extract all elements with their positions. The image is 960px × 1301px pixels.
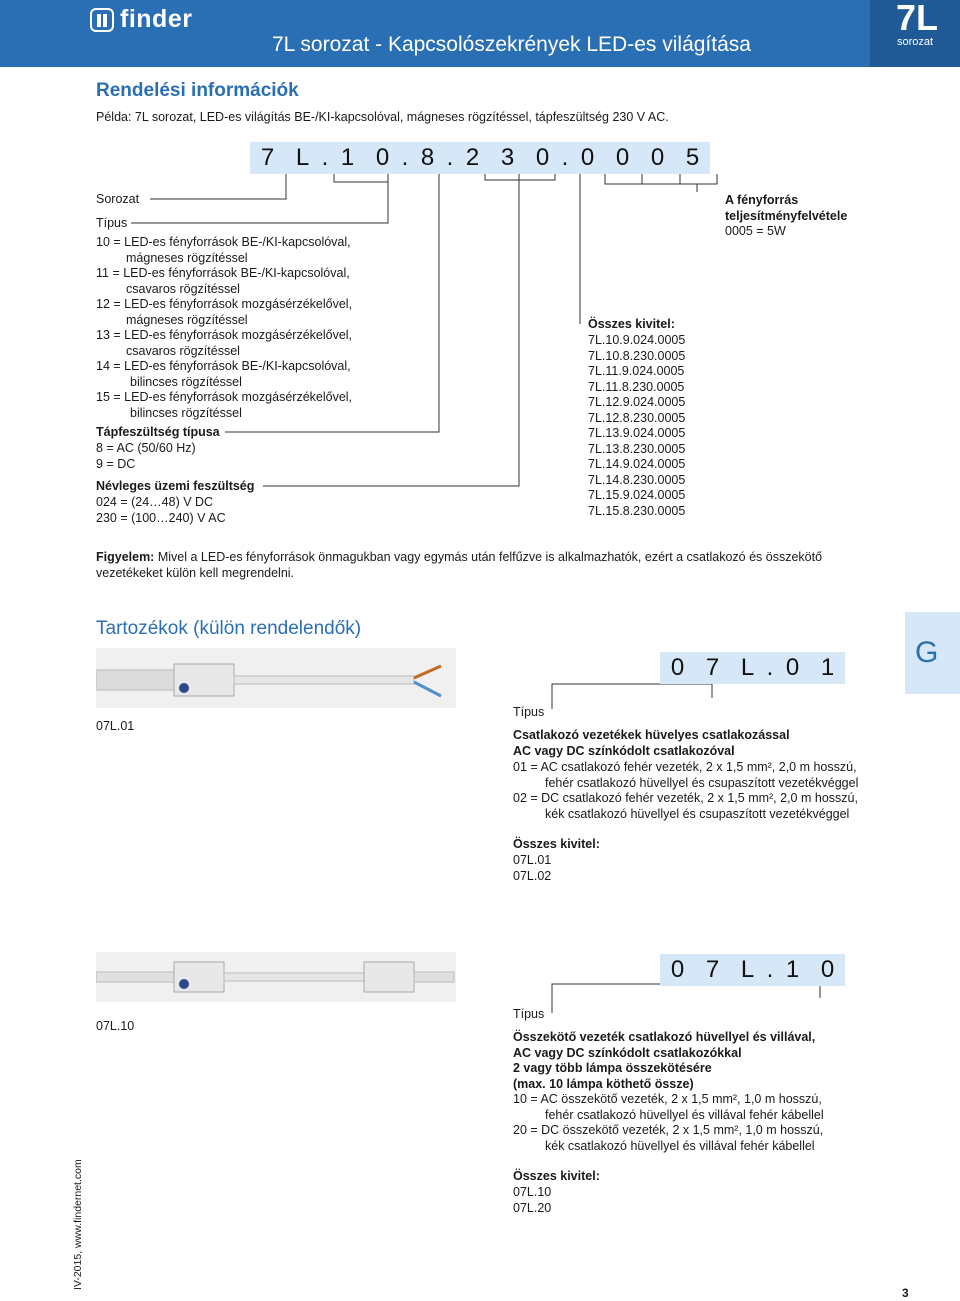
- type-option-line: 13 = LED-es fényforrások mozgásérzékelővel,: [96, 328, 353, 342]
- version-item: 7L.14.8.230.0005: [588, 472, 686, 487]
- code-char: 1: [330, 142, 365, 174]
- supply-options: [96, 441, 196, 472]
- version-item: 07L.02: [513, 868, 552, 883]
- code-char: 8: [410, 142, 445, 174]
- connector-acc2: [552, 984, 820, 1013]
- version-item: 7L.13.8.230.0005: [588, 441, 686, 456]
- accessory1-all-label: Összes kivitel:: [513, 837, 600, 851]
- option-line: fehér csatlakozó hüvellyel és villával fehér kábellel: [545, 1107, 824, 1122]
- photo-label: 07L.01: [96, 719, 135, 733]
- all-versions-list: [588, 333, 685, 519]
- version-item: 07L.20: [513, 1200, 552, 1215]
- code-char: .: [765, 954, 775, 986]
- code-char: 7: [250, 142, 285, 174]
- voltage-options: [96, 495, 226, 526]
- code-char: 0: [570, 142, 605, 174]
- option-line: 02 = DC csatlakozó fehér vezeték, 2 x 1,5 mm², 2,0 m hosszú,: [513, 791, 858, 805]
- code-char: 0: [660, 954, 695, 986]
- section-tab-letter: G: [915, 636, 939, 669]
- accessory2-all-list: [513, 1185, 551, 1216]
- accessory2-options: [513, 1092, 824, 1154]
- accessory1-all-list: [513, 853, 551, 884]
- option-line: kék csatlakozó hüvellyel és csupaszított vezetékvéggel: [545, 806, 850, 821]
- code-char: 0: [810, 954, 845, 986]
- voltage-option: 230 = (100…240) V AC: [96, 510, 226, 525]
- power-label-line: teljesítményfelvétele: [725, 208, 848, 223]
- desc-line: 2 vagy több lámpa összekötésére: [513, 1061, 712, 1075]
- code-char: L: [730, 954, 765, 986]
- accessory1-code-boxes: [660, 652, 845, 684]
- version-item: 7L.11.8.230.0005: [588, 379, 685, 394]
- option-line: 01 = AC csatlakozó fehér vezeték, 2 x 1,5 mm², 2,0 m hosszú,: [513, 760, 857, 774]
- type-option-line: mágneses rögzítéssel: [126, 250, 248, 265]
- page-title: 7L sorozat - Kapcsolószekrények LED-es világítása: [272, 33, 751, 56]
- option-line: 10 = AC összekötő vezeték, 2 x 1,5 mm², 1,0 m hosszú,: [513, 1092, 822, 1106]
- type-option-line: 10 = LED-es fényforrások BE-/KI-kapcsolóval,: [96, 235, 351, 249]
- version-item: 7L.14.9.024.0005: [588, 457, 686, 471]
- connector-power: [605, 174, 717, 192]
- voltage-option: 024 = (24…48) V DC: [96, 495, 214, 509]
- supply-option: 9 = DC: [96, 456, 136, 471]
- desc-line: (max. 10 lámpa köthető össze): [513, 1076, 694, 1091]
- code-char: 0: [365, 142, 400, 174]
- code-char: 0: [660, 652, 695, 684]
- cable-photo-07L01: [96, 648, 456, 708]
- cable-image: [96, 648, 456, 708]
- type-option-line: mágneses rögzítéssel: [126, 312, 248, 327]
- code-char: .: [445, 142, 455, 174]
- code-char: 0: [640, 142, 675, 174]
- section-tab: [905, 612, 960, 694]
- desc-line: Csatlakozó vezetékek hüvelyes csatlakozással: [513, 728, 790, 742]
- voltage-label: Névleges üzemi feszültség: [96, 479, 255, 493]
- code-char: 7: [695, 954, 730, 986]
- desc-line: Összekötő vezeték csatlakozó hüvellyel és villával,: [513, 1030, 816, 1044]
- notice-bold: Figyelem:: [96, 550, 155, 564]
- all-versions-label: Összes kivitel:: [588, 317, 675, 331]
- code-char: 3: [490, 142, 525, 174]
- series-code: 7L: [896, 0, 939, 38]
- code-char: 1: [775, 954, 810, 986]
- notice-text: [96, 549, 876, 581]
- supply-option: 8 = AC (50/60 Hz): [96, 441, 196, 455]
- code-char: .: [560, 142, 570, 174]
- connector-series: [150, 174, 286, 199]
- code-char: .: [400, 142, 410, 174]
- accessory2-code-boxes: [660, 954, 845, 986]
- code-char: .: [765, 652, 775, 684]
- accessories-title: Tartozékok (külön rendelendők): [96, 618, 362, 639]
- connector-acc1: [552, 684, 712, 709]
- accessory1-description: [513, 728, 790, 759]
- version-item: 7L.15.9.024.0005: [588, 488, 686, 502]
- code-char: 0: [775, 652, 810, 684]
- code-char: 7: [695, 652, 730, 684]
- type-option-line: bilincses rögzítéssel: [130, 374, 242, 389]
- type-option-line: 11 = LED-es fényforrások BE-/KI-kapcsolóval,: [96, 266, 350, 280]
- power-value: 0005 = 5W: [725, 224, 786, 238]
- type-option-line: 12 = LED-es fényforrások mozgásérzékelővel,: [96, 297, 353, 311]
- code-char: 1: [810, 652, 845, 684]
- type-option-line: csavaros rögzítéssel: [126, 343, 240, 358]
- example-text: Példa: 7L sorozat, LED-es világítás BE-/KI-kapcsolóval, mágneses rögzítéssel, tápfeszültség 230 V AC.: [96, 110, 669, 124]
- desc-line: AC vagy DC színkódolt csatlakozókkal: [513, 1045, 742, 1060]
- accessory1-type-label: Típus: [513, 705, 545, 719]
- cable-photo-07L10: [96, 952, 456, 1002]
- code-char: L: [285, 142, 320, 174]
- option-line: fehér csatlakozó hüvellyel és csupaszított vezetékvéggel: [545, 775, 859, 790]
- type-label: Típus: [96, 216, 128, 230]
- code-char: 5: [675, 142, 710, 174]
- power-label-line: A fényforrás: [725, 193, 799, 207]
- version-item: 7L.10.8.230.0005: [588, 348, 686, 363]
- type-option-line: csavaros rögzítéssel: [126, 281, 240, 296]
- version-item: 7L.13.9.024.0005: [588, 426, 686, 440]
- version-item: 7L.12.8.230.0005: [588, 410, 686, 425]
- accessory2-description: [513, 1030, 815, 1092]
- series-label: sorozat: [897, 36, 934, 48]
- code-char: L: [730, 652, 765, 684]
- supply-label: Tápfeszültség típusa: [96, 425, 220, 439]
- accessory1-options: [513, 760, 858, 822]
- version-item: 7L.10.9.024.0005: [588, 333, 686, 347]
- desc-line: AC vagy DC színkódolt csatlakozóval: [513, 743, 735, 758]
- section-title: Rendelési információk: [96, 80, 299, 101]
- page-number: 3: [902, 1286, 909, 1300]
- version-item: 7L.12.9.024.0005: [588, 395, 686, 409]
- power-label: [725, 193, 847, 224]
- photo-label: 07L.10: [96, 1019, 135, 1033]
- version-item: 07L.01: [513, 853, 552, 867]
- code-char: 2: [455, 142, 490, 174]
- type-option-line: 15 = LED-es fényforrások mozgásérzékelővel,: [96, 390, 353, 404]
- code-char: 0: [525, 142, 560, 174]
- notice-body: Mivel a LED-es fényforrások önmagukban vagy egymás után felfűzve is alkalmazhatók, ezért a csatlakozó és összekötő vezetékeket külön kell megrendelni.: [96, 550, 823, 580]
- version-item: 07L.10: [513, 1185, 552, 1199]
- type-option-line: 14 = LED-es fényforrások BE-/KI-kapcsolóval,: [96, 359, 351, 373]
- footer-side-text: IV-2015, www.findernet.com: [72, 1159, 84, 1290]
- cable-image: [96, 952, 456, 1002]
- option-line: kék csatlakozó hüvellyel és villával fehér kábellel: [545, 1138, 815, 1153]
- logo-text: finder: [120, 5, 193, 33]
- option-line: 20 = DC összekötő vezeték, 2 x 1,5 mm², 1,0 m hosszú,: [513, 1123, 824, 1137]
- code-char: .: [320, 142, 330, 174]
- type-option: [96, 235, 352, 421]
- version-item: 7L.15.8.230.0005: [588, 503, 686, 518]
- series-label: Sorozat: [96, 192, 140, 206]
- version-item: 7L.11.9.024.0005: [588, 364, 685, 378]
- accessory2-all-label: Összes kivitel:: [513, 1169, 600, 1183]
- accessory2-type-label: Típus: [513, 1007, 545, 1021]
- code-char: 0: [605, 142, 640, 174]
- type-option-line: bilincses rögzítéssel: [130, 405, 242, 420]
